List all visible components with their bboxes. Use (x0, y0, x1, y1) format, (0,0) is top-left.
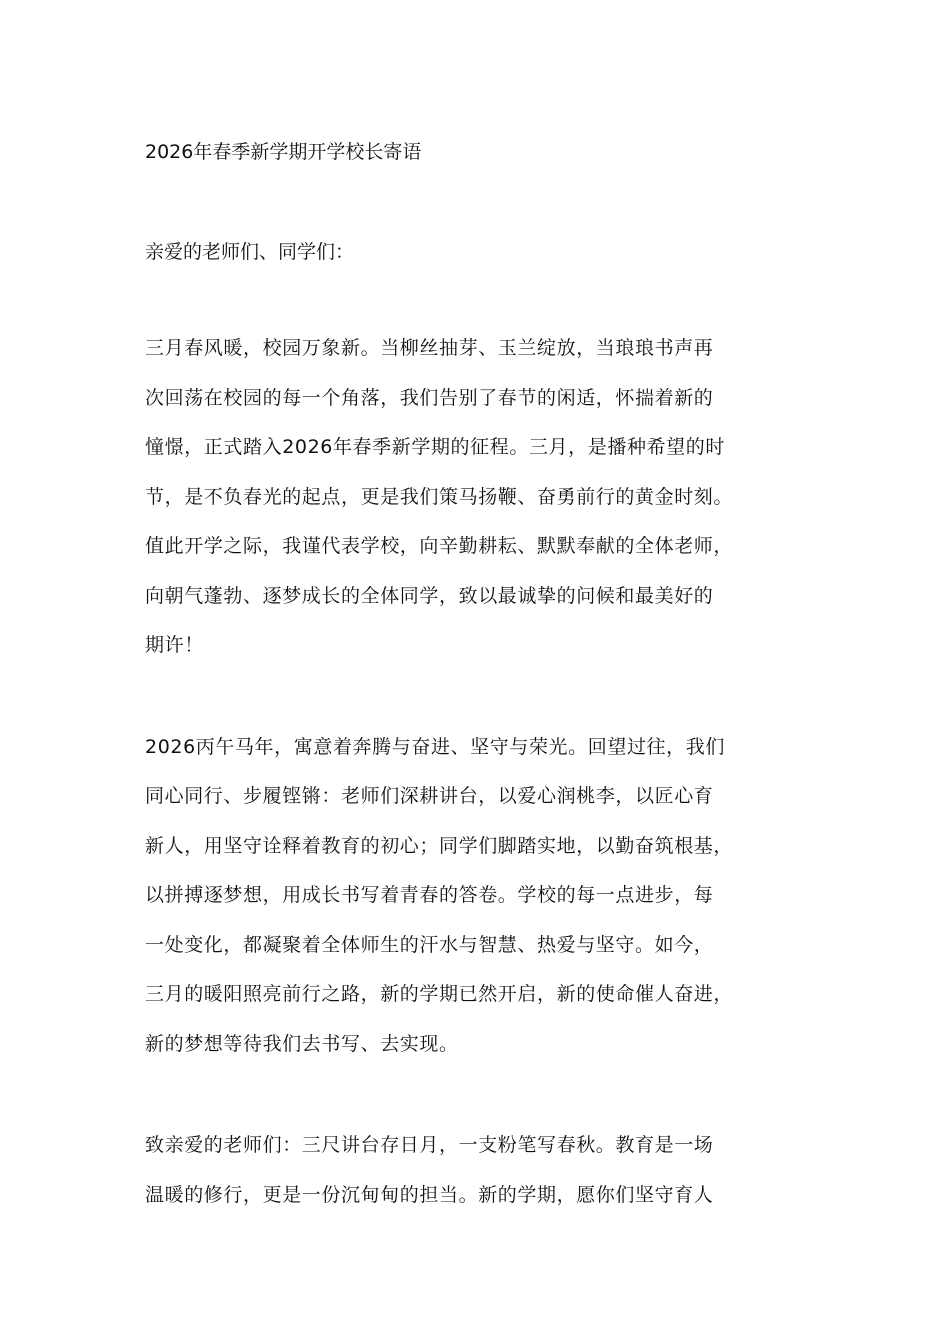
paragraph (145, 723, 825, 1070)
paragraph-line: 次回荡在校园的每一个角落，我们告别了春节的闲适，怀揣着新的 (145, 386, 714, 409)
paragraph-line: 同心同行、步履铿锵：老师们深耕讲台，以爱心润桃李，以匠心育 (145, 785, 714, 807)
salutation: 亲爱的老师们、同学们： (145, 241, 355, 263)
paragraph-line: 憧憬，正式踏入2026年春季新学期的征程。三月，是播种希望的时 (145, 436, 725, 458)
paragraph (145, 324, 825, 671)
paragraph-line: 期许！ (145, 634, 204, 656)
paragraph-line: 三月的暖阳照亮前行之路，新的学期已然开启，新的使命催人奋进， (145, 983, 734, 1005)
paragraph-line: 以拼搏逐梦想，用成长书写着青春的答卷。学校的每一点进步，每 (145, 884, 714, 906)
paragraph-line: 向朝气蓬勃、逐梦成长的全体同学，致以最诚挚的问候和最美好的 (145, 584, 714, 607)
paragraph-line: 节，是不负春光的起点，更是我们策马扬鞭、奋勇前行的黄金时刻。 (145, 485, 734, 508)
paragraph-line: 新的梦想等待我们去书写、去实现。 (145, 1032, 459, 1055)
paragraph-line: 三月春风暖，校园万象新。当柳丝抽芽、玉兰绽放，当琅琅书声再 (145, 337, 714, 359)
paragraph-line: 新人，用坚守诠释着教育的初心；同学们脚踏实地，以勤奋筑根基， (145, 834, 734, 857)
paragraph-line: 致亲爱的老师们：三尺讲台存日月，一支粉笔写春秋。教育是一场 (145, 1134, 714, 1156)
document-title: 2026年春季新学期开学校长寄语 (145, 141, 422, 163)
paragraph (145, 1121, 825, 1220)
paragraph-line: 温暖的修行，更是一份沉甸甸的担当。新的学期，愿你们坚守育人 (145, 1183, 714, 1206)
paragraph-line: 值此开学之际，我谨代表学校，向辛勤耕耘、默默奉献的全体老师， (145, 535, 734, 557)
document-body (145, 132, 825, 1272)
paragraph-line: 2026丙午马年，寓意着奔腾与奋进、坚守与荣光。回望过往，我们 (145, 735, 725, 758)
paragraph-line: 一处变化，都凝聚着全体师生的汗水与智慧、热爱与坚守。如今， (145, 933, 714, 956)
